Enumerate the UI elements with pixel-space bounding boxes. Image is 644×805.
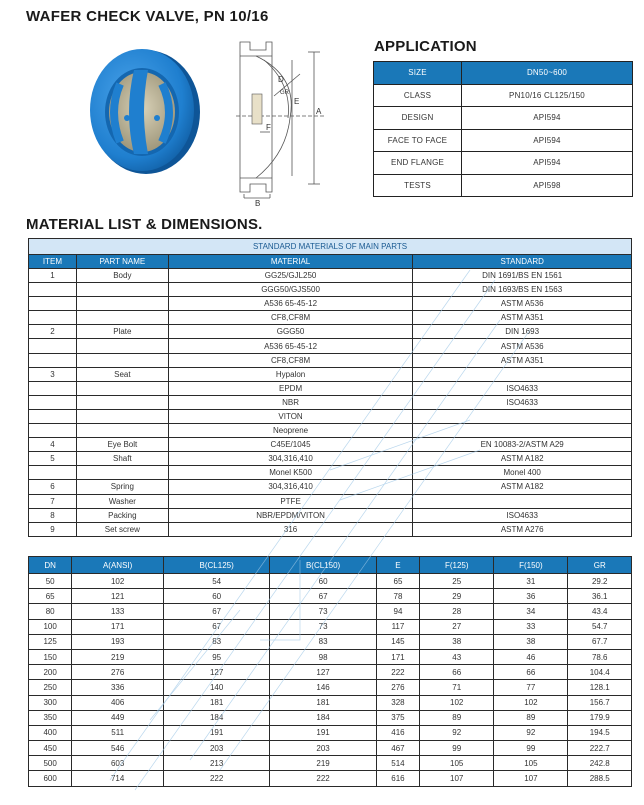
materials-item-cell — [29, 466, 77, 480]
dimensions-cell: 99 — [420, 741, 494, 756]
materials-col-part: PART NAME — [76, 255, 168, 269]
materials-row — [29, 466, 632, 480]
application-key: END FLANGE — [374, 152, 462, 175]
materials-standard-cell: EN 10083-2/ASTM A29 — [413, 438, 632, 452]
materials-item-cell — [29, 424, 77, 438]
label-e: E — [294, 97, 300, 106]
materials-row — [29, 508, 632, 522]
dimensions-cell: 38 — [494, 634, 568, 649]
application-header-value: DN50~600 — [462, 62, 633, 85]
dimensions-cell: 67 — [270, 589, 376, 604]
cross-section-drawing — [230, 36, 330, 208]
materials-item-cell: 1 — [29, 269, 77, 283]
dimensions-cell: 336 — [72, 680, 164, 695]
materials-col-standard: STANDARD — [413, 255, 632, 269]
dimensions-cell: 73 — [270, 604, 376, 619]
dimensions-cell: 27 — [420, 619, 494, 634]
dimensions-cell: 406 — [72, 695, 164, 710]
dimensions-cell: 89 — [420, 710, 494, 725]
dimensions-cell: 67.7 — [568, 634, 632, 649]
dimensions-col-header: B(CL150) — [270, 557, 376, 574]
materials-standard-cell — [413, 409, 632, 423]
dimensions-cell: 83 — [163, 634, 269, 649]
materials-material-cell: GG25/GJL250 — [168, 269, 413, 283]
dimensions-cell: 328 — [376, 695, 419, 710]
materials-item-cell: 2 — [29, 325, 77, 339]
dimensions-cell: 184 — [163, 710, 269, 725]
dimensions-cell: 222 — [270, 771, 376, 786]
materials-standard-cell: DIN 1693/BS EN 1563 — [413, 283, 632, 297]
materials-material-cell: VITON — [168, 409, 413, 423]
dimensions-cell: 31 — [494, 574, 568, 589]
materials-row — [29, 452, 632, 466]
materials-standard-cell — [413, 494, 632, 508]
materials-material-cell: EPDM — [168, 381, 413, 395]
dimensions-cell: 66 — [494, 665, 568, 680]
dimensions-row — [29, 649, 632, 664]
dimensions-cell: 150 — [29, 649, 72, 664]
dimensions-cell: 29 — [420, 589, 494, 604]
dimensions-cell: 203 — [163, 741, 269, 756]
materials-banner: STANDARD MATERIALS OF MAIN PARTS — [29, 239, 632, 255]
materials-item-cell — [29, 395, 77, 409]
dimensions-cell: 89 — [494, 710, 568, 725]
materials-row — [29, 494, 632, 508]
dimensions-cell: 66 — [420, 665, 494, 680]
application-value: API594 — [462, 107, 633, 130]
dimensions-cell: 179.9 — [568, 710, 632, 725]
dimensions-cell: 80 — [29, 604, 72, 619]
materials-row — [29, 339, 632, 353]
materials-item-cell — [29, 381, 77, 395]
dimensions-cell: 25 — [420, 574, 494, 589]
materials-row — [29, 438, 632, 452]
materials-banner-row — [29, 239, 632, 255]
materials-part-cell — [76, 395, 168, 409]
label-gr: GR — [280, 90, 289, 96]
dimensions-cell: 99 — [494, 741, 568, 756]
dimensions-cell: 450 — [29, 741, 72, 756]
dimensions-col-header: A(ANSI) — [72, 557, 164, 574]
dimensions-row — [29, 771, 632, 786]
application-row — [374, 174, 633, 197]
dimensions-row — [29, 741, 632, 756]
materials-row — [29, 409, 632, 423]
materials-standard-cell: ISO4633 — [413, 381, 632, 395]
dimensions-cell: 38 — [420, 634, 494, 649]
dimensions-cell: 95 — [163, 649, 269, 664]
materials-part-cell: Seat — [76, 367, 168, 381]
application-key: DESIGN — [374, 107, 462, 130]
dimensions-cell: 191 — [270, 725, 376, 740]
dimensions-row — [29, 589, 632, 604]
materials-standard-cell: ASTM A276 — [413, 522, 632, 536]
dimensions-cell: 36 — [494, 589, 568, 604]
materials-material-cell: A536 65-45-12 — [168, 297, 413, 311]
dimensions-cell: 500 — [29, 756, 72, 771]
dimensions-cell: 105 — [420, 756, 494, 771]
dimensions-cell: 121 — [72, 589, 164, 604]
materials-row — [29, 311, 632, 325]
application-row — [374, 107, 633, 130]
dimensions-cell: 375 — [376, 710, 419, 725]
page-title: WAFER CHECK VALVE, PN 10/16 — [26, 8, 269, 25]
dimensions-cell: 146 — [270, 680, 376, 695]
materials-col-material: MATERIAL — [168, 255, 413, 269]
dimensions-row — [29, 604, 632, 619]
materials-standard-cell: ASTM A536 — [413, 339, 632, 353]
dimensions-cell: 288.5 — [568, 771, 632, 786]
dimensions-cell: 603 — [72, 756, 164, 771]
dimensions-cell: 65 — [376, 574, 419, 589]
materials-item-cell: 6 — [29, 480, 77, 494]
materials-standard-cell: ISO4633 — [413, 395, 632, 409]
dimensions-cell: 29.2 — [568, 574, 632, 589]
valve-photo — [84, 44, 202, 176]
dimensions-cell: 203 — [270, 741, 376, 756]
materials-row — [29, 522, 632, 536]
dimensions-row — [29, 725, 632, 740]
dimensions-cell: 67 — [163, 604, 269, 619]
dimensions-cell: 92 — [494, 725, 568, 740]
materials-material-cell: CF8,CF8M — [168, 311, 413, 325]
dimensions-row — [29, 619, 632, 634]
dimensions-cell: 117 — [376, 619, 419, 634]
materials-standard-cell — [413, 367, 632, 381]
application-value: API594 — [462, 152, 633, 175]
materials-part-cell: Spring — [76, 480, 168, 494]
materials-item-cell — [29, 311, 77, 325]
materials-item-cell: 7 — [29, 494, 77, 508]
label-d: D — [278, 75, 284, 84]
materials-standard-cell: ASTM A536 — [413, 297, 632, 311]
materials-row — [29, 395, 632, 409]
materials-part-cell — [76, 353, 168, 367]
dimensions-cell: 276 — [376, 680, 419, 695]
dimensions-row — [29, 710, 632, 725]
dimensions-cell: 78 — [376, 589, 419, 604]
label-a: A — [316, 107, 322, 116]
dimensions-cell: 145 — [376, 634, 419, 649]
dimensions-cell: 65 — [29, 589, 72, 604]
materials-part-cell: Body — [76, 269, 168, 283]
dimensions-cell: 276 — [72, 665, 164, 680]
materials-material-cell: NBR — [168, 395, 413, 409]
application-key: TESTS — [374, 174, 462, 197]
dimensions-cell: 222 — [163, 771, 269, 786]
materials-material-cell: CF8,CF8M — [168, 353, 413, 367]
dimensions-cell: 92 — [420, 725, 494, 740]
dimensions-cell: 78.6 — [568, 649, 632, 664]
dimensions-cell: 184 — [270, 710, 376, 725]
materials-part-cell — [76, 283, 168, 297]
materials-part-cell: Set screw — [76, 522, 168, 536]
dimensions-cell: 193 — [72, 634, 164, 649]
materials-material-cell: 304,316,410 — [168, 452, 413, 466]
materials-material-cell: Neoprene — [168, 424, 413, 438]
materials-part-cell: Washer — [76, 494, 168, 508]
dimensions-header-row — [29, 557, 632, 574]
dimensions-cell: 250 — [29, 680, 72, 695]
application-key: CLASS — [374, 84, 462, 107]
materials-item-cell — [29, 353, 77, 367]
dimensions-cell: 191 — [163, 725, 269, 740]
dimensions-cell: 219 — [72, 649, 164, 664]
dimensions-cell: 156.7 — [568, 695, 632, 710]
materials-part-cell — [76, 424, 168, 438]
materials-standard-cell: ASTM A351 — [413, 311, 632, 325]
dimensions-cell: 222 — [376, 665, 419, 680]
dimensions-cell: 128.1 — [568, 680, 632, 695]
dimensions-cell: 171 — [376, 649, 419, 664]
application-value: API598 — [462, 174, 633, 197]
dimensions-cell: 71 — [420, 680, 494, 695]
materials-material-cell: C45E/1045 — [168, 438, 413, 452]
materials-row — [29, 424, 632, 438]
materials-material-cell: 316 — [168, 522, 413, 536]
materials-standard-cell: ASTM A182 — [413, 452, 632, 466]
materials-material-cell: Hypalon — [168, 367, 413, 381]
materials-row — [29, 480, 632, 494]
dimensions-cell: 219 — [270, 756, 376, 771]
materials-col-item: ITEM — [29, 255, 77, 269]
application-title: APPLICATION — [374, 38, 477, 55]
materials-row — [29, 325, 632, 339]
materials-material-cell: PTFE — [168, 494, 413, 508]
materials-part-cell — [76, 297, 168, 311]
dimensions-cell: 54.7 — [568, 619, 632, 634]
dimensions-cell: 546 — [72, 741, 164, 756]
materials-material-cell: A536 65-45-12 — [168, 339, 413, 353]
dimensions-cell: 105 — [494, 756, 568, 771]
materials-standard-cell: ASTM A182 — [413, 480, 632, 494]
materials-item-cell: 5 — [29, 452, 77, 466]
materials-item-cell: 8 — [29, 508, 77, 522]
dimensions-cell: 714 — [72, 771, 164, 786]
materials-material-cell: GGG50 — [168, 325, 413, 339]
materials-item-cell — [29, 283, 77, 297]
dimensions-cell: 125 — [29, 634, 72, 649]
dimensions-cell: 73 — [270, 619, 376, 634]
dimensions-cell: 616 — [376, 771, 419, 786]
dimensions-table — [28, 556, 632, 787]
dimensions-cell: 98 — [270, 649, 376, 664]
dimensions-cell: 36.1 — [568, 589, 632, 604]
materials-row — [29, 269, 632, 283]
dimensions-col-header: F(125) — [420, 557, 494, 574]
label-b: B — [255, 199, 261, 208]
materials-row — [29, 353, 632, 367]
dimensions-cell: 33 — [494, 619, 568, 634]
dimensions-cell: 104.4 — [568, 665, 632, 680]
materials-part-cell — [76, 311, 168, 325]
dimensions-row — [29, 756, 632, 771]
dimensions-cell: 102 — [420, 695, 494, 710]
application-table — [373, 61, 633, 197]
dimensions-cell: 77 — [494, 680, 568, 695]
application-key: FACE TO FACE — [374, 129, 462, 152]
materials-row — [29, 381, 632, 395]
materials-material-cell: 304,316,410 — [168, 480, 413, 494]
dimensions-cell: 46 — [494, 649, 568, 664]
materials-standard-cell: Monel 400 — [413, 466, 632, 480]
materials-row — [29, 283, 632, 297]
materials-item-cell — [29, 409, 77, 423]
materials-title: MATERIAL LIST & DIMENSIONS. — [26, 216, 263, 233]
materials-material-cell: GGG50/GJS500 — [168, 283, 413, 297]
dimensions-cell: 28 — [420, 604, 494, 619]
materials-standard-cell: ISO4633 — [413, 508, 632, 522]
dimensions-cell: 181 — [270, 695, 376, 710]
materials-table — [28, 238, 632, 537]
dimensions-row — [29, 574, 632, 589]
dimensions-cell: 100 — [29, 619, 72, 634]
materials-part-cell: Shaft — [76, 452, 168, 466]
dimensions-row — [29, 665, 632, 680]
dimensions-cell: 416 — [376, 725, 419, 740]
materials-standard-cell — [413, 424, 632, 438]
materials-part-cell — [76, 466, 168, 480]
materials-part-cell: Eye Bolt — [76, 438, 168, 452]
dimensions-cell: 400 — [29, 725, 72, 740]
dimensions-cell: 133 — [72, 604, 164, 619]
dimensions-cell: 127 — [163, 665, 269, 680]
materials-item-cell: 9 — [29, 522, 77, 536]
dimensions-col-header: GR — [568, 557, 632, 574]
dimensions-cell: 60 — [163, 589, 269, 604]
dimensions-cell: 67 — [163, 619, 269, 634]
application-value: API594 — [462, 129, 633, 152]
dimensions-cell: 102 — [72, 574, 164, 589]
materials-part-cell — [76, 339, 168, 353]
materials-part-cell: Packing — [76, 508, 168, 522]
materials-item-cell: 4 — [29, 438, 77, 452]
dimensions-cell: 171 — [72, 619, 164, 634]
materials-material-cell: Monel K500 — [168, 466, 413, 480]
dimensions-cell: 83 — [270, 634, 376, 649]
dimensions-row — [29, 695, 632, 710]
dimensions-col-header: DN — [29, 557, 72, 574]
materials-item-cell — [29, 339, 77, 353]
dimensions-cell: 140 — [163, 680, 269, 695]
dimensions-cell: 107 — [494, 771, 568, 786]
materials-part-cell — [76, 409, 168, 423]
dimensions-col-header: F(150) — [494, 557, 568, 574]
materials-header-row — [29, 255, 632, 269]
dimensions-cell: 213 — [163, 756, 269, 771]
dimensions-col-header: B(CL125) — [163, 557, 269, 574]
dimensions-cell: 467 — [376, 741, 419, 756]
dimensions-cell: 43.4 — [568, 604, 632, 619]
dimensions-cell: 350 — [29, 710, 72, 725]
application-row — [374, 152, 633, 175]
materials-item-cell: 3 — [29, 367, 77, 381]
dimensions-cell: 102 — [494, 695, 568, 710]
dimensions-row — [29, 680, 632, 695]
materials-row — [29, 297, 632, 311]
dimensions-cell: 50 — [29, 574, 72, 589]
application-row — [374, 129, 633, 152]
dimensions-cell: 200 — [29, 665, 72, 680]
dimensions-cell: 300 — [29, 695, 72, 710]
dimensions-cell: 43 — [420, 649, 494, 664]
dimensions-cell: 94 — [376, 604, 419, 619]
label-f: F — [266, 123, 271, 132]
dimensions-cell: 181 — [163, 695, 269, 710]
application-header-key: SIZE — [374, 62, 462, 85]
dimensions-cell: 514 — [376, 756, 419, 771]
materials-standard-cell: DIN 1691/BS EN 1561 — [413, 269, 632, 283]
materials-part-cell — [76, 381, 168, 395]
dimensions-row — [29, 634, 632, 649]
dimensions-cell: 449 — [72, 710, 164, 725]
materials-row — [29, 367, 632, 381]
dimensions-cell: 222.7 — [568, 741, 632, 756]
dimensions-cell: 127 — [270, 665, 376, 680]
dimensions-col-header: E — [376, 557, 419, 574]
materials-item-cell — [29, 297, 77, 311]
materials-standard-cell: ASTM A351 — [413, 353, 632, 367]
materials-part-cell: Plate — [76, 325, 168, 339]
dimensions-cell: 34 — [494, 604, 568, 619]
application-row — [374, 84, 633, 107]
dimensions-cell: 107 — [420, 771, 494, 786]
materials-material-cell: NBR/EPDM/VITON — [168, 508, 413, 522]
dimensions-cell: 511 — [72, 725, 164, 740]
materials-standard-cell: DIN 1693 — [413, 325, 632, 339]
dimensions-cell: 54 — [163, 574, 269, 589]
dimensions-cell: 60 — [270, 574, 376, 589]
dimensions-cell: 600 — [29, 771, 72, 786]
application-value: PN10/16 CL125/150 — [462, 84, 633, 107]
application-header-row — [374, 62, 633, 85]
dimensions-cell: 242.8 — [568, 756, 632, 771]
dimensions-cell: 194.5 — [568, 725, 632, 740]
